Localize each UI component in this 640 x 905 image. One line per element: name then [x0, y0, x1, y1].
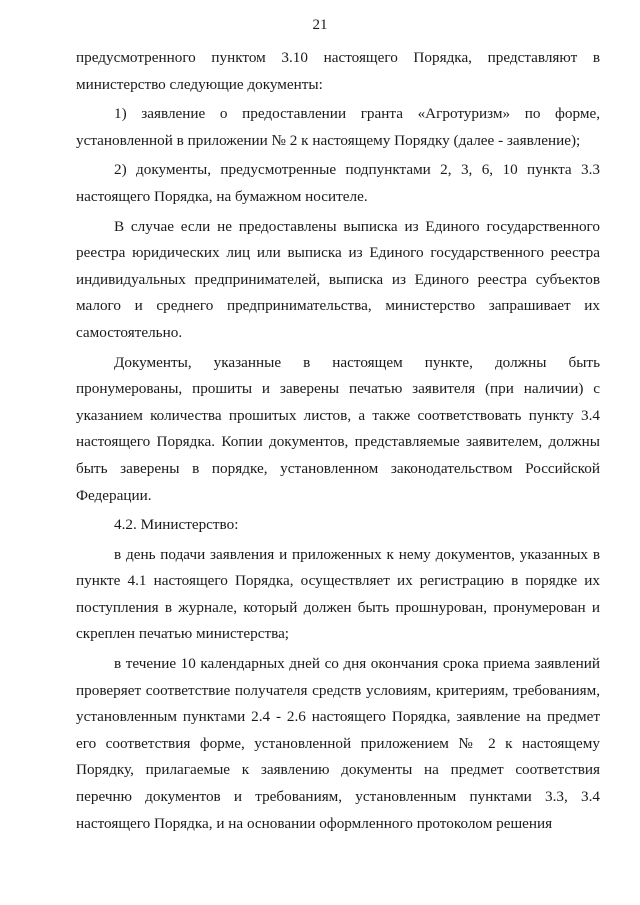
paragraph-document-requirements: Документы, указанные в настоящем пункте, должны быть пронумерованы, прошиты и заверены печатью заявителя (при наличии) с указанием количества прошитых листов, а также соответствовать пункту 3.4 настоящего Порядка. Копии документов, представляемые заявителем, должны быть заверены в порядке, установленном законодательством Российской Федерации.	[76, 353, 600, 504]
paragraph-registration: в день подачи заявления и приложенных к нему документов, указанных в пункте 4.1 настоящего Порядка, осуществляет их регистрацию в порядке их поступления в журнале, который должен быть прошнурован, пронумерован и скреплен печатью министерства;	[76, 545, 600, 643]
paragraph-continuation: предусмотренного пунктом 3.10 настоящего Порядка, представляют в министерство следующие документы:	[76, 49, 600, 93]
paragraph-registry-extracts: В случае если не предоставлены выписка из Единого государственного реестра юридических лиц или выписка из Единого государственного реестра индивидуальных предпринимателей, выписка из Единого реестра субъектов малого и среднего предпринимательства, министерство запрашивает их самостоятельно.	[76, 217, 600, 341]
paragraph-item-1: 1) заявление о предоставлении гранта «Агротуризм» по форме, установленной в приложении № 2 к настоящему Порядку (далее - заявление);	[76, 105, 600, 149]
paragraph-verification: в течение 10 календарных дней со дня окончания срока приема заявлений проверяет соответствие получателя средств условиям, критериям, требованиям, установленным пунктами 2.4 - 2.6 настоящего Порядка, заявление на предмет его соответствия форме, установленной приложением № 2 к настоящему Порядку, прилагаемые к заявлению документы на предмет соответствия перечню документов и требованиям, установленным пунктами 3.3, 3.4 настоящего Порядка, и на основании оформленного протоколом решения	[76, 655, 600, 832]
page-number: 21	[312, 17, 328, 33]
paragraph-section-4-2-heading: 4.2. Министерство:	[114, 516, 239, 534]
paragraph-item-2: 2) документы, предусмотренные подпунктами 2, 3, 6, 10 пункта 3.3 настоящего Порядка, на бумажном носителе.	[76, 161, 600, 205]
document-body	[76, 45, 600, 837]
